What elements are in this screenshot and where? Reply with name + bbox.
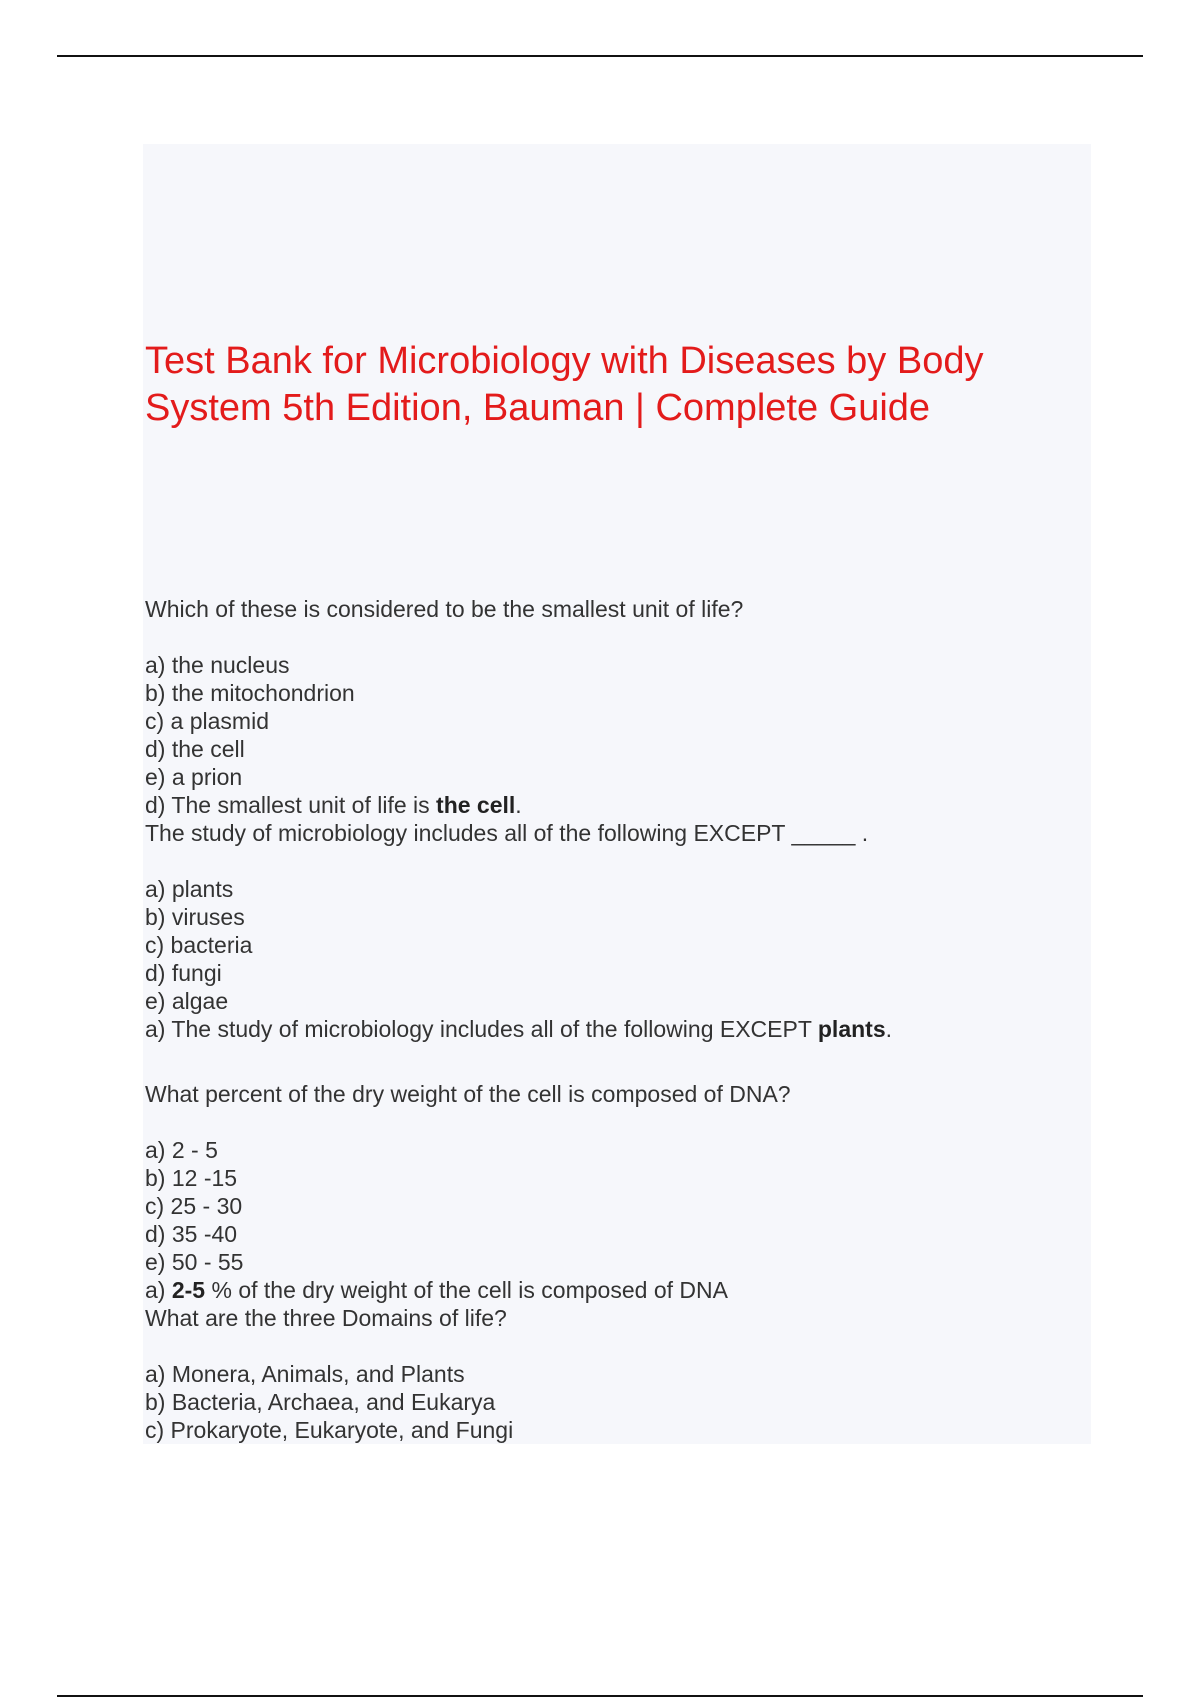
answer-option: b) viruses	[145, 904, 245, 930]
answer-option: c) a plasmid	[145, 708, 269, 734]
answer-suffix: .	[515, 792, 522, 818]
question-block	[145, 595, 1065, 819]
answer-option: c) Prokaryote, Eukaryote, and Fungi	[145, 1417, 514, 1443]
answer-option: e) 50 - 55	[145, 1249, 244, 1275]
answer-option: c) 25 - 30	[145, 1193, 243, 1219]
question-text: What percent of the dry weight of the cell is composed of DNA?	[145, 1081, 791, 1107]
answer-prefix: d) The smallest unit of life is	[145, 792, 437, 818]
answer-option: a) plants	[145, 876, 234, 902]
question-block	[145, 1080, 1065, 1304]
answer-option: a) Monera, Animals, and Plants	[145, 1361, 465, 1387]
answer-suffix: .	[885, 1016, 892, 1042]
answer-option: a) the nucleus	[145, 652, 290, 678]
answer-highlight: the cell	[436, 792, 516, 818]
question-text: Which of these is considered to be the smallest unit of life?	[145, 596, 744, 622]
document-title: Test Bank for Microbiology with Diseases by Body System 5th Edition, Bauman | Complete Guide	[145, 340, 984, 429]
correct-answer	[145, 1276, 1065, 1304]
answer-option: d) fungi	[145, 960, 222, 986]
bottom-divider	[57, 1695, 1143, 1697]
document-content	[143, 144, 1091, 1444]
answer-highlight: plants	[817, 1016, 886, 1042]
correct-answer	[145, 791, 1065, 819]
question-block	[145, 1304, 1065, 1444]
question-text: The study of microbiology includes all of the following EXCEPT _____ .	[145, 820, 869, 846]
question-list	[145, 595, 1065, 1444]
answer-highlight: 2-5	[171, 1277, 206, 1303]
answer-suffix: % of the dry weight of the cell is composed of DNA	[205, 1277, 728, 1303]
answer-option: e) algae	[145, 988, 229, 1014]
answer-prefix: a)	[145, 1277, 172, 1303]
question-text: What are the three Domains of life?	[145, 1305, 507, 1331]
correct-answer	[145, 1015, 1065, 1043]
answer-option: b) 12 -15	[145, 1165, 238, 1191]
answer-option: e) a prion	[145, 764, 243, 790]
answer-option: a) 2 - 5	[145, 1137, 218, 1163]
answer-option: b) Bacteria, Archaea, and Eukarya	[145, 1389, 496, 1415]
top-divider	[57, 55, 1143, 57]
answer-prefix: a) The study of microbiology includes all of the following EXCEPT	[145, 1016, 818, 1042]
answer-option: d) the cell	[145, 736, 245, 762]
answer-option: b) the mitochondrion	[145, 680, 355, 706]
question-block	[145, 819, 1065, 1043]
answer-option: d) 35 -40	[145, 1221, 238, 1247]
answer-option: c) bacteria	[145, 932, 253, 958]
